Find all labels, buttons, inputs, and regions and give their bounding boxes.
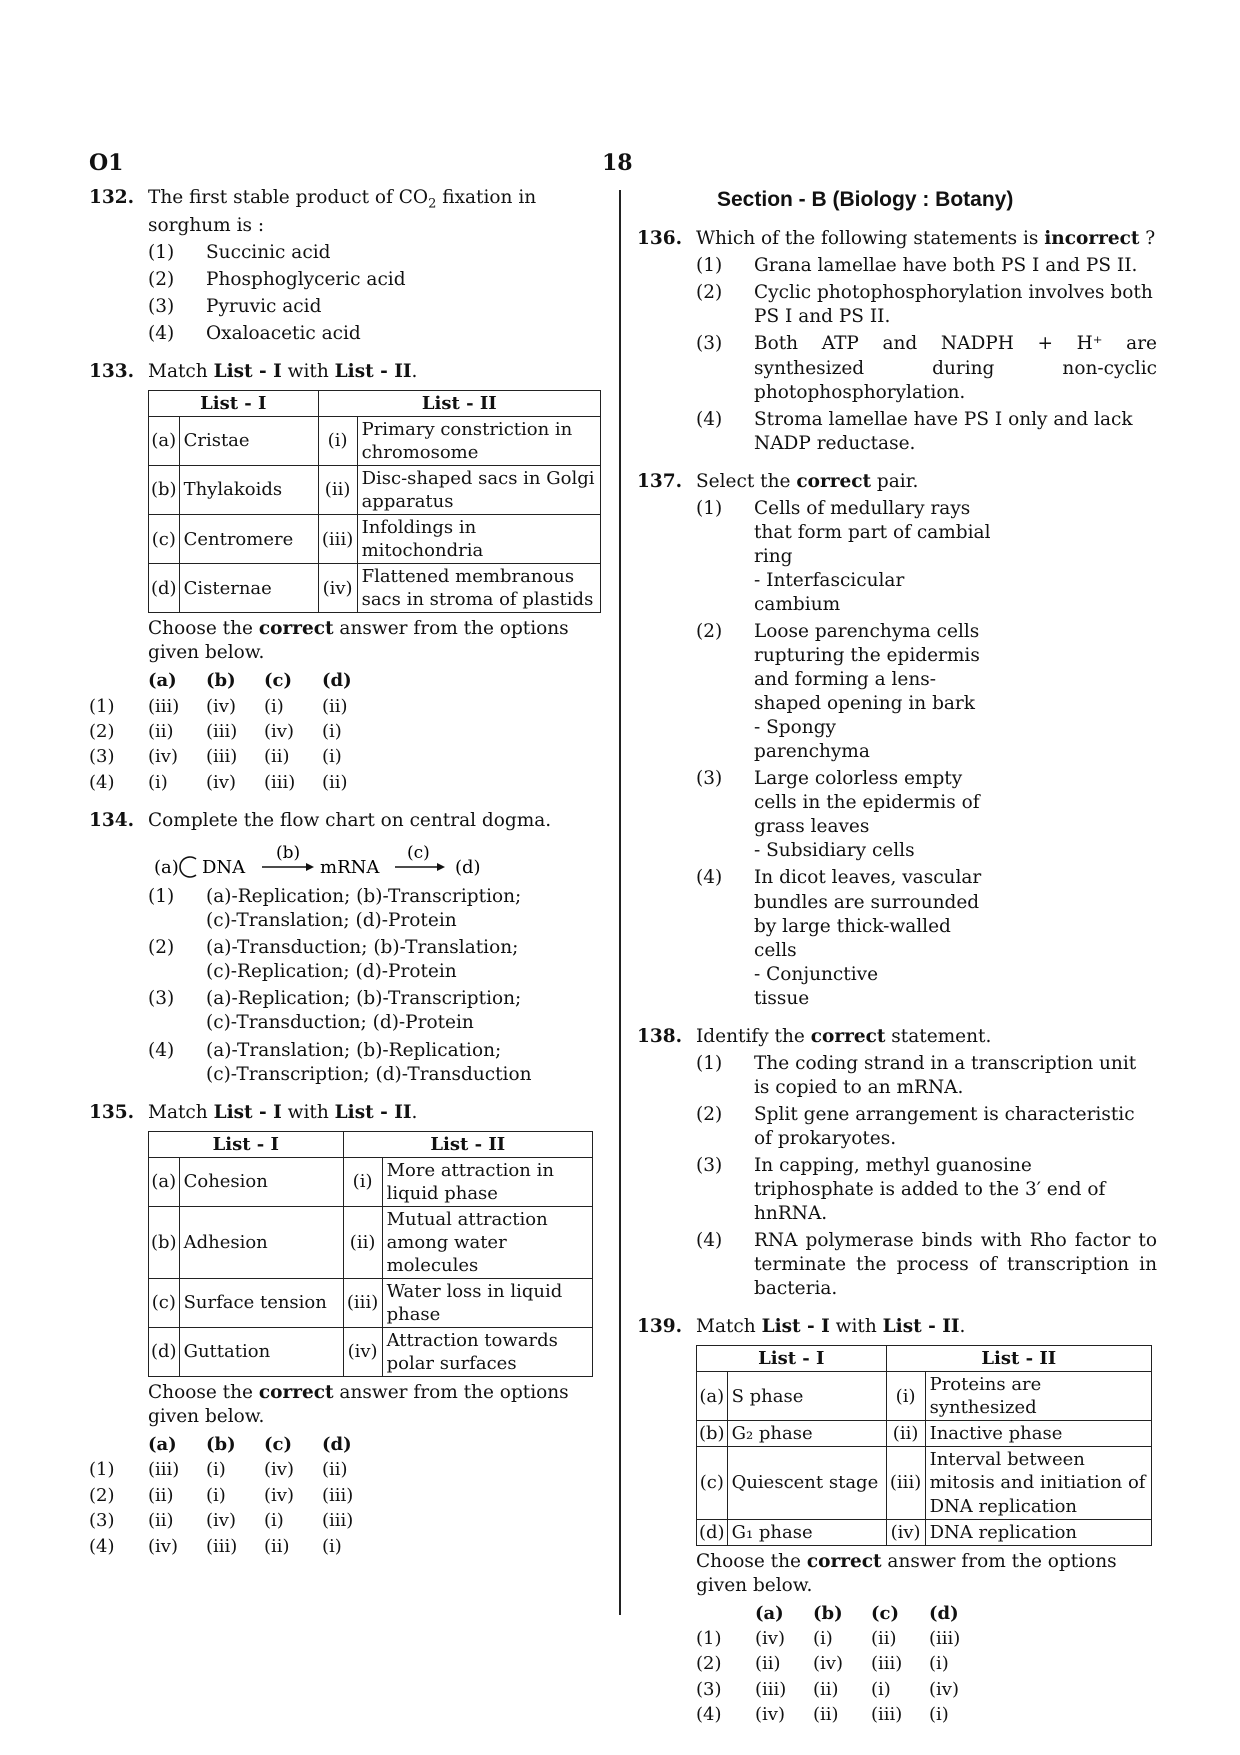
column-divider xyxy=(619,190,621,1615)
svg-text:(b): (b) xyxy=(276,845,301,864)
left-column xyxy=(89,186,609,1573)
option[interactable]: (1) (iii) (i) (iv) (ii) xyxy=(89,1459,348,1481)
option[interactable]: (3) (a)-Replication; (b)-Transcription; (c)-Transduction; (d)-Protein xyxy=(148,988,522,1034)
svg-text:(c): (c) xyxy=(407,845,430,864)
option[interactable]: (2) (ii) (i) (iv) (iii) xyxy=(89,1484,354,1506)
choose-instruction: Choose the correct answer from the options given below. xyxy=(148,1381,569,1428)
match-table: List - I List - II (a) S phase (i) Proteins are synthesized (b) G₂ phase (ii) Inactive phase (c) Quiescent stage (iii) Interval between mitosis and initiation of DNA replication (d) G₁ phase (iv) DNA replication xyxy=(696,1345,1152,1545)
table-row: (c) Quiescent stage (iii) Interval between mitosis and initiation of DNA replication xyxy=(697,1447,1152,1519)
question-number: 137. xyxy=(637,470,683,492)
option[interactable]: (3) (iv) (iii) (ii) (i) xyxy=(89,746,342,768)
option[interactable]: (4) RNA polymerase binds with Rho factor to terminate the process of transcription in bacteria. xyxy=(696,1230,1157,1300)
flowchart-graphic xyxy=(152,845,512,883)
option[interactable]: (2) Split gene arrangement is characteristic of prokaryotes. xyxy=(696,1103,1135,1149)
option[interactable]: (1) (iii) (iv) (i) (ii) xyxy=(89,695,348,717)
option[interactable]: (4) (i) (iv) (iii) (ii) xyxy=(89,771,348,793)
option[interactable]: (4) In dicot leaves, vascular bundles are surrounded by large thick-walled cells- Conjunctive tissue xyxy=(696,867,982,1009)
match-table: List - I List - II (a) Cristae (i) Primary constriction in chromosome (b) Thylakoids (ii) Disc-shaped sacs in Golgi apparatus (c) Centromere (iii) Infoldings in mitochondria (d) Cisternae (iv) Flattened membranous sacs in stroma of plastids xyxy=(148,390,601,613)
option[interactable]: (3) Both ATP and NADPH + H⁺ are synthesized during non-cyclic photophosphorylation. xyxy=(696,333,1157,403)
question-number: 134. xyxy=(89,810,135,832)
question-133 xyxy=(89,360,609,795)
match-table: List - I List - II (a) Cohesion (i) More attraction in liquid phase (b) Adhesion (ii) Mutual attraction among water molecules (c) Surface tension (iii) Water loss in liquid phase (d) Guttation (iv) Attraction towards polar surfaces xyxy=(148,1131,593,1377)
replication-loop-arrow xyxy=(180,857,196,877)
choose-instruction: Choose the correct answer from the options given below. xyxy=(696,1550,1117,1596)
question-number: 133. xyxy=(89,360,135,382)
answer-options: (a) (b) (c) (d) (1) (iii) (i) (iv) (ii) (2) (ii) (i) (iv) (iii) (3) (ii) (iv) (i) (iii) (4) (iv) (iii) (ii) (i) xyxy=(89,1432,380,1559)
question-135 xyxy=(89,1101,609,1559)
option[interactable]: (1) Grana lamellae have both PS I and PS II. xyxy=(696,255,1138,277)
table-row: (b) Adhesion (ii) Mutual attraction among water molecules xyxy=(149,1206,593,1278)
svg-text:mRNA: mRNA xyxy=(320,857,380,879)
section-title: Section - B (Biology : Botany) xyxy=(717,188,1014,211)
question-number: 136. xyxy=(637,228,683,250)
option[interactable]: (4) (a)-Translation; (b)-Replication; (c)-Transcription; (d)-Transduction xyxy=(148,1039,532,1085)
question-number: 132. xyxy=(89,187,135,208)
option[interactable]: (3) In capping, methyl guanosine triphosphate is added to the 3′ end of hnRNA. xyxy=(696,1154,1106,1225)
option[interactable]: (4) (iv) (iii) (ii) (i) xyxy=(89,1535,342,1557)
question-text: Complete the flow chart on central dogma. xyxy=(148,810,552,832)
table-row: (b) Thylakoids (ii) Disc-shaped sacs in Golgi apparatus xyxy=(149,465,601,514)
option[interactable]: (3) Pyruvic acid xyxy=(148,295,322,317)
question-137 xyxy=(637,470,1157,1011)
question-number: 139. xyxy=(637,1316,683,1338)
table-row: (c) Centromere (iii) Infoldings in mitochondria xyxy=(149,515,601,564)
table-row: (b) G₂ phase (ii) Inactive phase xyxy=(697,1421,1152,1447)
table-row: (a) S phase (i) Proteins are synthesized xyxy=(697,1372,1152,1421)
question-132 xyxy=(89,186,609,346)
table-row: (d) Cisternae (iv) Flattened membranous sacs in stroma of plastids xyxy=(149,564,601,613)
page-number: 18 xyxy=(602,150,633,176)
option[interactable]: (1) The coding strand in a transcription unit is copied to an mRNA. xyxy=(696,1052,1137,1098)
table-row: (d) Guttation (iv) Attraction towards polar surfaces xyxy=(149,1327,593,1376)
svg-text:(d): (d) xyxy=(455,857,481,879)
option[interactable]: (2) (ii) (iv) (iii) (i) xyxy=(696,1653,949,1675)
right-column xyxy=(637,186,1157,1742)
question-number: 138. xyxy=(637,1025,683,1047)
question-text: Which of the following statements is incorrect ? xyxy=(696,228,1156,250)
question-text: Match List - I with List - II. xyxy=(148,360,418,382)
paper-code: O1 xyxy=(89,150,124,176)
question-139 xyxy=(637,1315,1157,1727)
question-134 xyxy=(89,809,609,1086)
option[interactable]: (1) (a)-Replication; (b)-Transcription; (c)-Translation; (d)-Protein xyxy=(148,886,522,932)
choose-instruction: Choose the correct answer from the options given below. xyxy=(148,618,569,664)
table-row: (c) Surface tension (iii) Water loss in liquid phase xyxy=(149,1278,593,1327)
table-row: (a) Cristae (i) Primary constriction in chromosome xyxy=(149,416,601,465)
question-138 xyxy=(637,1025,1157,1302)
option[interactable]: (4) (iv) (ii) (iii) (i) xyxy=(696,1704,949,1726)
option[interactable]: (4) Oxaloacetic acid xyxy=(148,322,361,344)
option[interactable]: (2) (ii) (iii) (iv) (i) xyxy=(89,721,342,743)
option[interactable]: (2) (a)-Transduction; (b)-Translation; (c)-Replication; (d)-Protein xyxy=(148,937,519,983)
question-number: 135. xyxy=(89,1101,135,1123)
table-row: (a) Cohesion (i) More attraction in liquid phase xyxy=(149,1157,593,1206)
option[interactable]: (4) Stroma lamellae have PS I only and lack NADP reductase. xyxy=(696,408,1133,454)
question-text: Select the correct pair. xyxy=(696,470,919,492)
svg-text:(a): (a) xyxy=(154,857,179,879)
option[interactable]: (3) Large colorless empty cells in the epidermis of grass leaves- Subsidiary cells xyxy=(696,768,980,862)
question-text: The first stable product of $CO_2$ fixation in sorghum is : xyxy=(148,187,537,236)
option[interactable]: (1) Cells of medullary rays that form part of cambial ring- Interfascicular cambium xyxy=(696,497,991,615)
option[interactable]: (3) (iii) (ii) (i) (iv) xyxy=(696,1678,959,1700)
option[interactable]: (1) Succinic acid xyxy=(148,241,331,263)
table-row: (d) G₁ phase (iv) DNA replication xyxy=(697,1519,1152,1545)
option[interactable]: (2) Phosphoglyceric acid xyxy=(148,268,406,290)
answer-options: (a) (b) (c) (d) (1) (iv) (i) (ii) (iii) (2) (ii) (iv) (iii) (i) (3) (iii) (ii) (i) (iv) (4) (iv) (ii) (iii) (i) xyxy=(696,1601,987,1728)
question-text: Match List - I with List - II. xyxy=(148,1101,418,1123)
question-136 xyxy=(637,227,1157,455)
answer-options: (a) (b) (c) (d) (1) (iii) (iv) (i) (ii) (2) (ii) (iii) (iv) (i) (3) (iv) (iii) (ii) (i) (4) (i) (iv) (iii) (ii) xyxy=(89,668,380,795)
question-text: Identify the correct statement. xyxy=(696,1025,992,1047)
question-text: Match List - I with List - II. xyxy=(696,1316,966,1338)
central-dogma-flowchart xyxy=(152,845,609,879)
option[interactable]: (3) (ii) (iv) (i) (iii) xyxy=(89,1510,354,1532)
svg-text:DNA: DNA xyxy=(202,857,246,879)
option[interactable]: (1) (iv) (i) (ii) (iii) xyxy=(696,1628,961,1650)
option[interactable]: (2) Cyclic photophosphorylation involves both PS I and PS II. xyxy=(696,282,1153,328)
option[interactable]: (2) Loose parenchyma cells rupturing the epidermis and forming a lens-shaped opening in bark- Spongy parenchyma xyxy=(696,621,980,763)
